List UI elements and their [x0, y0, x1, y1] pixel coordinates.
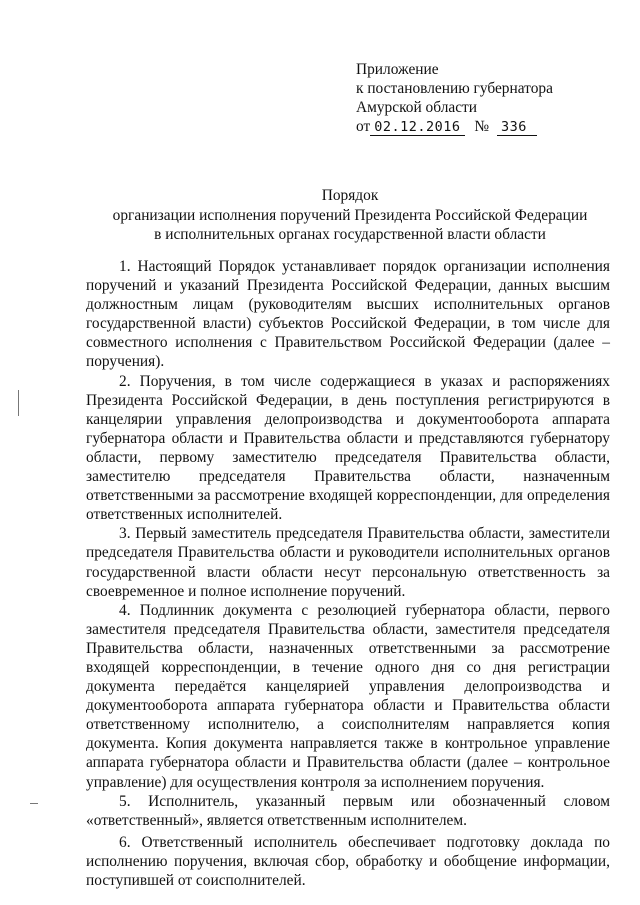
- decree-number: 336: [497, 120, 537, 136]
- title-line-3: в исполнительных органах государственной власти области: [154, 226, 546, 243]
- approval-block: [356, 60, 553, 136]
- paragraph-1: 1. Настоящий Порядок устанавливает порядок организации исполнения поручений и указаний Президента Российской Федерации, данных высшим должностным лицам (руководителям высших исполнительных органов государственной власти) субъектов Российской Федерации, в том числе для совместного исполнения с Правительством Российской Федерации (далее – поручения).: [86, 258, 610, 371]
- decree-date: 02.12.2016: [370, 120, 464, 136]
- approval-region-line: Амурской области: [356, 99, 477, 116]
- paragraph-2: 2. Поручения, в том числе содержащиеся в указах и распоряжениях Президента Российской Федерации, в день поступления регистрируются в канцелярии управления делопроизводства и документооборота аппарата губернатора области и Правительства области и представляются губернатору области, первому заместителю председателя Правительства области, заместителю председателя Правительства области, назначенным ответственными за рассмотрение входящей корреспонденции, для определения ответственных исполнителей.: [86, 372, 610, 524]
- document-title: [60, 186, 640, 245]
- title-line-2: организации исполнения поручений Президента Российской Федерации: [112, 206, 588, 224]
- number-label: №: [474, 118, 490, 135]
- paragraph-6: 6. Ответственный исполнитель обеспечивает подготовку доклада по исполнению поручения, включая сбор, обработку и обобщение информации, поступившей от соисполнителей.: [86, 833, 610, 889]
- paragraph-5: 5. Исполнитель, указанный первым или обозначенный словом «ответственный», является ответственным исполнителем.: [86, 792, 610, 829]
- scan-artifact-mark: [18, 390, 19, 416]
- scan-artifact-mark: [30, 803, 38, 804]
- approval-decree-line: к постановлению губернатора: [356, 80, 553, 97]
- paragraph-3: 3. Первый заместитель председателя Правительства области, заместители председателя Правительства области и руководители исполнительных органов государственной власти области несут персональную ответственность за своевременное и полное исполнение поручений.: [86, 525, 610, 600]
- approval-date-line: [356, 117, 553, 136]
- title-line-1: Порядок: [321, 187, 379, 204]
- approval-title: Приложение: [356, 61, 439, 78]
- document-body: [86, 257, 610, 890]
- paragraph-4: 4. Подлинник документа с резолюцией губернатора области, первого заместителя председателя Правительства области, заместителя председателя Правительства области, назначенных ответственными за рассмотрение входящей корреспонденции, в течение одного дня со дня регистрации документа передаётся канцелярией управления делопроизводства и документооборота аппарата губернатора области и Правительства области ответственному исполнителю, а соисполнителям направляется копия документа. Копия документа направляется также в контрольное управление аппарата губернатора области и Правительства области (далее – контрольное управление) для осуществления контроля за исполнением поручения.: [86, 601, 610, 791]
- date-prefix: от: [356, 118, 371, 135]
